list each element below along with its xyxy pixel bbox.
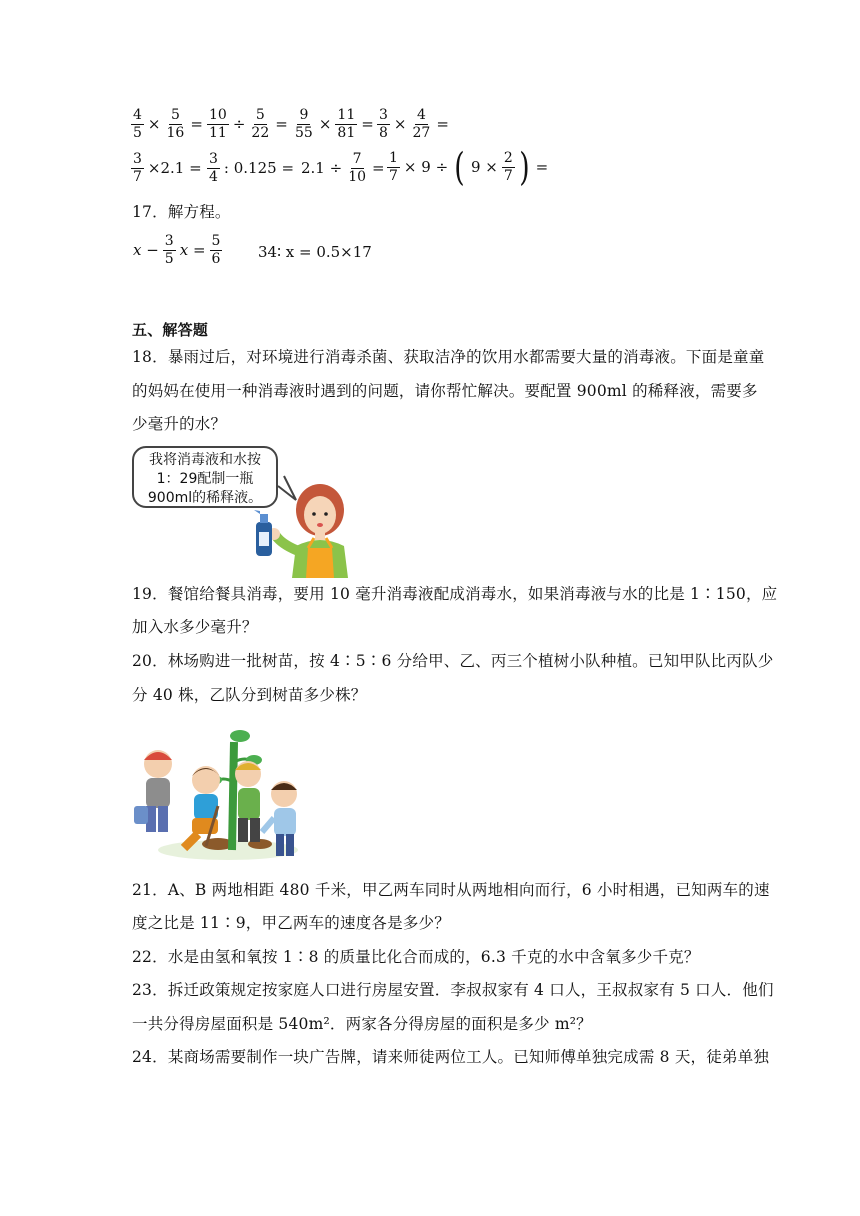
question-18-line: 18．暴雨过后，对环境进行消毒杀菌、获取洁净的饮用水都需要大量的消毒液。下面是童童 xyxy=(132,348,765,366)
calc-expression: $\frac{3}{4}$ : 0.125 = xyxy=(209,151,295,185)
question-20-line: 分 40 株，乙队分到树苗多少株？ xyxy=(132,686,367,704)
mother-with-spray-bottle-illustration xyxy=(230,470,360,578)
calc-expression: $\frac{10}{11}$ ÷ $\frac{5}{22}$ = xyxy=(209,107,288,141)
question-21-line: 21．A、B 两地相距 480 千米，甲乙两车同时从两地相向而行，6 小时相遇，已知两车的速 xyxy=(132,881,770,899)
fraction: $\frac{3}{7}$ xyxy=(133,151,142,185)
fraction: $\frac{9}{55}$ xyxy=(295,107,313,141)
question-20-line: 20．林场购进一批树苗，按 4∶5∶6 分给甲、乙、丙三个植树小队种植。已知甲队比丙队少 xyxy=(132,652,774,670)
calc-expression: $\frac{4}{5}$ × $\frac{5}{16}$ = xyxy=(133,107,203,141)
fraction: $\frac{10}{11}$ xyxy=(209,107,227,141)
question-17-title: 17．解方程。 xyxy=(132,203,231,221)
equation-2: 34∶ x = 0.5×17 xyxy=(258,243,372,261)
calc-expression: $\frac{3}{7}$ ×2.1 = xyxy=(133,151,202,185)
calc-expression: $\frac{1}{7}$ × 9 ÷ ( 9 × $\frac{2}{7}$ ) = xyxy=(389,145,549,189)
speech-bubble: 我将消毒液和水按 1：29配制一瓶 900ml的稀释液。 xyxy=(132,446,278,508)
fraction: $\frac{11}{81}$ xyxy=(337,107,356,141)
question-18-line: 少毫升的水？ xyxy=(132,415,227,433)
fraction: $\frac{4}{27}$ xyxy=(412,107,431,141)
calc-expression: 2.1 ÷ $\frac{7}{10}$ = xyxy=(301,151,385,185)
fraction: $\frac{4}{5}$ xyxy=(133,107,142,141)
question-19-line: 19．餐馆给餐具消毒，要用 10 毫升消毒液配成消毒水，如果消毒液与水的比是 1∶150，应 xyxy=(132,585,778,603)
fraction: $\frac{1}{7}$ xyxy=(389,149,398,184)
question-19-line: 加入水多少毫升？ xyxy=(132,618,258,636)
section-heading: 五、解答题 xyxy=(132,321,209,339)
fraction: $\frac{3}{5}$ xyxy=(164,233,174,267)
question-23-line: 一共分得房屋面积是 540m²．两家各分得房屋的面积是多少 m²？ xyxy=(132,1015,592,1033)
equation-1: x − $\frac{3}{5}$ x = $\frac{5}{6}$ xyxy=(133,233,221,267)
question-23-line: 23．拆迁政策规定按家庭人口进行房屋安置．李叔叔家有 4 口人，王叔叔家有 5 口人．他们 xyxy=(132,981,774,999)
calc-expression: $\frac{9}{55}$ × $\frac{11}{81}$ = xyxy=(295,107,374,141)
fraction: $\frac{5}{6}$ xyxy=(211,233,221,267)
fraction: $\frac{2}{7}$ xyxy=(503,149,513,184)
fraction: $\frac{3}{8}$ xyxy=(379,107,388,141)
question-18-line: 的妈妈在使用一种消毒液时遇到的问题，请你帮忙解决。要配置 900ml 的稀释液，需要多 xyxy=(132,382,758,400)
question-21-line: 度之比是 11∶9，甲乙两车的速度各是多少？ xyxy=(132,914,450,932)
question-24-line: 24．某商场需要制作一块广告牌，请来师徒两位工人。已知师傅单独完成需 8 天，徒弟单独 xyxy=(132,1048,770,1066)
question-22-line: 22．水是由氢和氧按 1∶8 的质量比化合而成的，6.3 千克的水中含氧多少千克？ xyxy=(132,948,700,966)
fraction: $\frac{5}{22}$ xyxy=(251,107,270,141)
fraction: $\frac{7}{10}$ xyxy=(348,151,367,185)
calc-expression: $\frac{3}{8}$ × $\frac{4}{27}$ = xyxy=(379,107,449,141)
children-planting-tree-illustration xyxy=(128,722,308,868)
fraction: $\frac{3}{4}$ xyxy=(209,151,218,185)
fraction: $\frac{5}{16}$ xyxy=(166,107,185,141)
